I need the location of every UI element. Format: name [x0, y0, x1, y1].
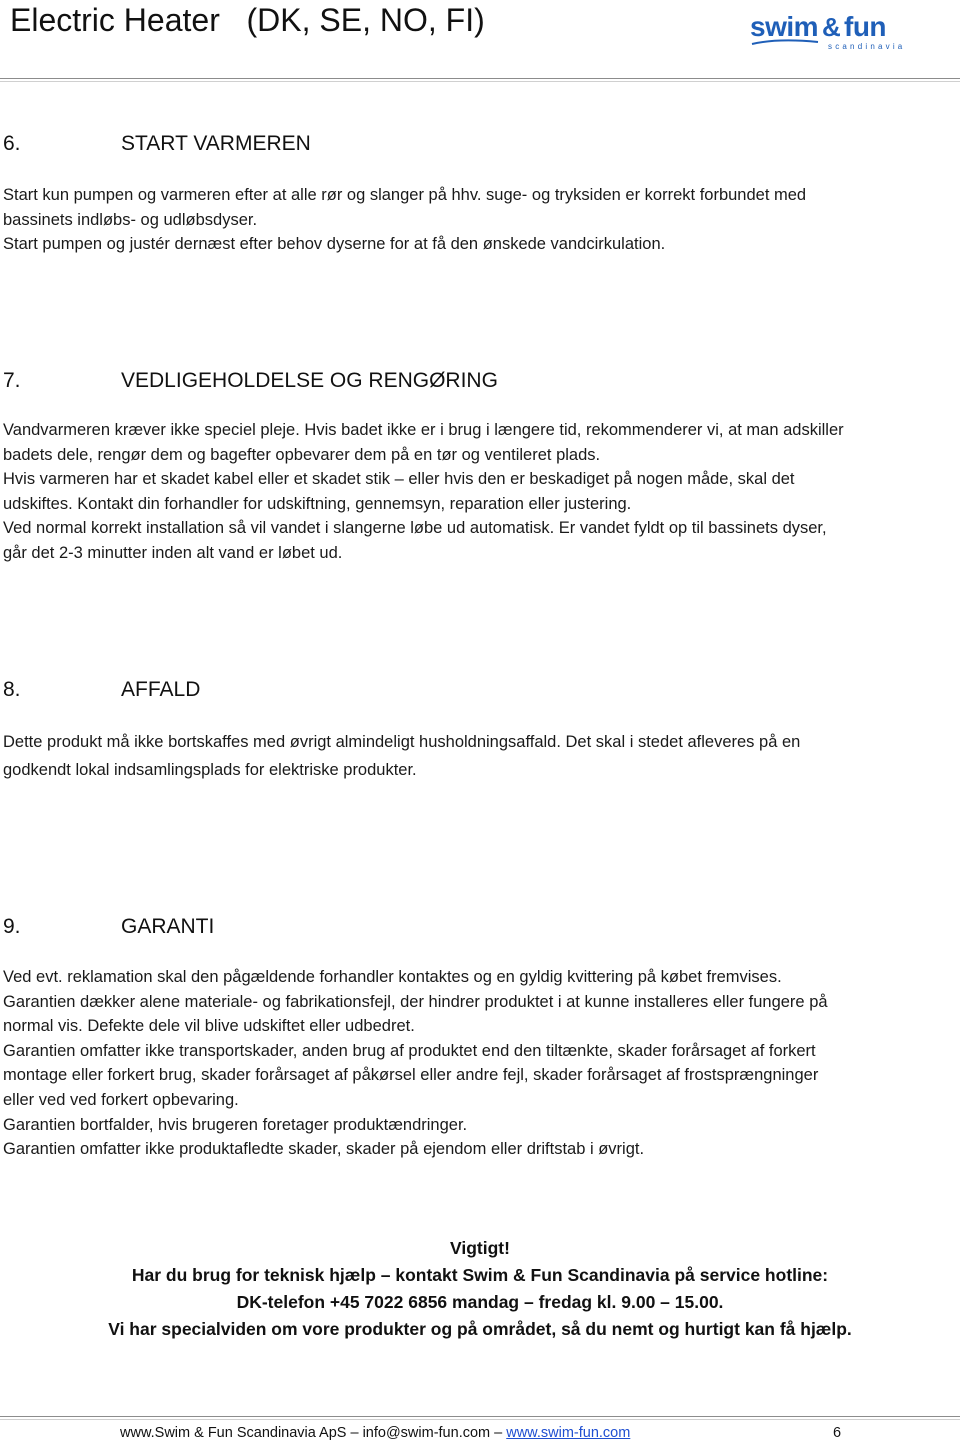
- section-8-heading: [3, 677, 200, 703]
- text-line: Ved normal korrekt installation så vil vandet i slangerne løbe ud automatisk. Er vandet fyldt op til bassinets dyser,: [3, 519, 827, 538]
- text-line: går det 2-3 minutter inden alt vand er løbet ud.: [3, 543, 343, 562]
- section-number: 9.: [3, 915, 21, 938]
- text-line: eller ved ved forkert opbevaring.: [3, 1090, 239, 1109]
- notice-line: DK-telefon +45 7022 6856 mandag – fredag kl. 9.00 – 15.00.: [236, 1292, 724, 1312]
- section-title: START VARMEREN: [121, 132, 311, 155]
- website-link[interactable]: www.swim-fun.com: [506, 1425, 631, 1441]
- text-line: normal vis. Defekte dele vil blive udskiftet eller udbedret.: [3, 1017, 415, 1036]
- text-line: Garantien dækker alene materiale- og fabrikationsfejl, der hindrer produktet i at kunne installeres eller fungere på: [3, 992, 828, 1011]
- text-line: Hvis varmeren har et skadet kabel eller et skadet stik – eller hvis den er beskadiget på nogen måde, skal det: [3, 470, 795, 489]
- footer-contact: www.Swim & Fun Scandinavia ApS – info@swim-fun.com –: [120, 1425, 507, 1441]
- text-line: Garantien bortfalder, hvis brugeren foretager produktændringer.: [3, 1115, 468, 1134]
- section-title: AFFALD: [121, 678, 201, 701]
- text-line: Ved evt. reklamation skal den pågældende forhandler kontaktes og en gyldig kvittering på købet fremvises.: [3, 968, 782, 986]
- text-line: Start pumpen og justér dernæst efter behov dyserne for at få den ønskede vandcirkulation.: [3, 235, 666, 254]
- svg-text:scandinavia: scandinavia: [828, 42, 906, 51]
- section-number: 7.: [3, 369, 21, 392]
- svg-text:swim: swim: [750, 11, 819, 42]
- page-number: 6: [833, 1425, 842, 1441]
- svg-text:&: &: [822, 12, 841, 42]
- footer-divider: [0, 1416, 960, 1420]
- section-7-body: [3, 418, 953, 566]
- section-9-heading: [3, 914, 214, 940]
- section-9-body: [3, 965, 953, 1162]
- text-line: godkendt lokal indsamlingsplads for elektriske produkter.: [3, 761, 417, 779]
- svg-text:fun: fun: [844, 11, 887, 42]
- section-number: 8.: [3, 678, 21, 701]
- section-6-heading: [3, 131, 311, 157]
- text-line: Dette produkt må ikke bortskaffes med øvrigt almindeligt husholdningsaffald. Det skal i stedet afleveres på en: [3, 733, 801, 751]
- notice-line: Vi har specialviden om vore produkter og på området, så du nemt og hurtigt kan få hjælp.: [108, 1319, 852, 1339]
- support-notice: [0, 1235, 960, 1343]
- section-7-heading: [3, 368, 498, 394]
- notice-title: Vigtigt!: [450, 1238, 510, 1258]
- notice-line: Har du brug for teknisk hjælp – kontakt Swim & Fun Scandinavia på service hotline:: [131, 1265, 829, 1285]
- text-line: Start kun pumpen og varmeren efter at alle rør og slanger på hhv. suge- og tryksiden er korrekt forbundet med: [3, 186, 807, 204]
- text-line: Garantien omfatter ikke transportskader, anden brug af produktet end den tiltænkte, skader forårsaget af forkert: [3, 1041, 816, 1060]
- footer-text: [120, 1422, 630, 1444]
- text-line: Vandvarmeren kræver ikke speciel pleje. Hvis badet ikke er i brug i længere tid, rekommenderer vi, at man adskiller: [3, 421, 844, 439]
- section-number: 6.: [3, 132, 21, 155]
- section-6-body: [3, 183, 953, 257]
- document-title: Electric Heater (DK, SE, NO, FI): [10, 2, 485, 38]
- section-title: GARANTI: [121, 915, 215, 938]
- text-line: bassinets indløbs- og udløbsdyser.: [3, 210, 258, 229]
- text-line: Garantien omfatter ikke produktafledte skader, skader på ejendom eller driftstab i øvrigt.: [3, 1140, 645, 1159]
- text-line: udskiftes. Kontakt din forhandler for udskiftning, gennemsyn, reparation eller justering.: [3, 494, 632, 513]
- header-divider: [0, 78, 960, 82]
- section-title: VEDLIGEHOLDELSE OG RENGØRING: [121, 369, 498, 392]
- section-8-body: [3, 728, 953, 784]
- swim-fun-logo: [748, 8, 908, 54]
- text-line: badets dele, rengør dem og bagefter opbevarer dem på en tør og ventileret plads.: [3, 445, 601, 464]
- text-line: montage eller forkert brug, skader forårsaget af påkørsel eller andre fejl, skader forårsaget af frostsprængninger: [3, 1066, 819, 1085]
